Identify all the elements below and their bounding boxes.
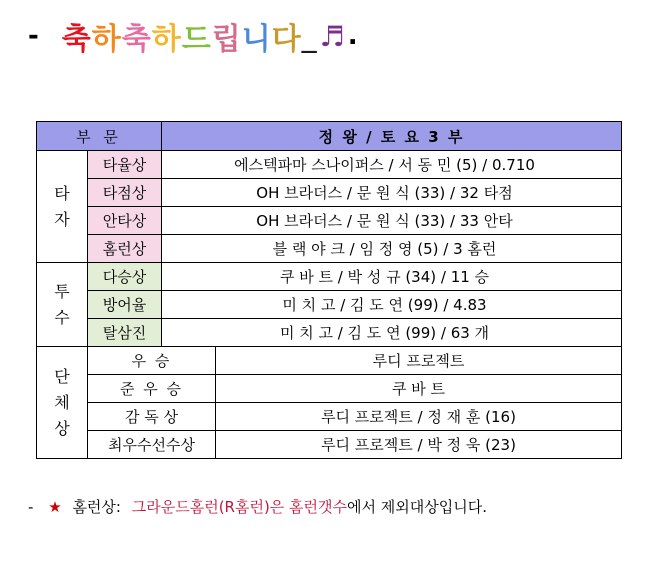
category-cell-label: 타 자 xyxy=(54,183,70,229)
table-row xyxy=(37,263,622,291)
table-row xyxy=(37,347,622,375)
headline-char: 니 xyxy=(241,22,272,57)
team-category-cell xyxy=(37,347,88,459)
team-award-name-cell: 감 독 상 xyxy=(88,403,216,431)
team-award-winner-cell: 루디 프로젝트 / 정 재 훈 (16) xyxy=(216,403,622,431)
table-row xyxy=(37,207,622,235)
award-winner-cell: 블 랙 야 크 / 임 정 영 (5) / 3 홈런 xyxy=(162,235,622,263)
team-award-winner-cell: 쿠 바 트 xyxy=(216,375,622,403)
headline-char: 축 xyxy=(121,22,152,57)
table-row xyxy=(37,431,622,459)
award-winner-cell: OH 브라더스 / 문 원 식 (33) / 32 타점 xyxy=(162,179,622,207)
headline-text xyxy=(62,14,302,58)
headline-char: 축 xyxy=(61,22,92,57)
music-note-icon: ♬ xyxy=(319,19,346,53)
footnote-label: 홈런상: xyxy=(72,498,121,516)
award-name-cell: 안타상 xyxy=(88,207,162,235)
header-category: 부 문 xyxy=(37,122,162,151)
award-name-cell: 타율상 xyxy=(88,151,162,179)
award-name-cell: 방어율 xyxy=(88,291,162,319)
table-row xyxy=(37,151,622,179)
headline-char: 다 xyxy=(271,22,302,57)
award-name-cell: 다승상 xyxy=(88,263,162,291)
table-row xyxy=(37,291,622,319)
headline-period: . xyxy=(347,21,359,51)
footnote-highlight: 그라운드홈런(R홈런)은 홈런갯수 xyxy=(131,498,348,516)
award-winner-cell: 에스텍파마 스나이퍼스 / 서 동 민 (5) / 0.710 xyxy=(162,151,622,179)
star-icon: ★ xyxy=(48,498,62,516)
table-row xyxy=(37,179,622,207)
headline-char: 하 xyxy=(151,22,182,57)
footnote-dash: - xyxy=(28,498,34,516)
award-winner-cell: 쿠 바 트 / 박 성 규 (34) / 11 승 xyxy=(162,263,622,291)
award-winner-cell: 미 치 고 / 김 도 연 (99) / 4.83 xyxy=(162,291,622,319)
table-row xyxy=(37,235,622,263)
team-award-name-cell: 우 승 xyxy=(88,347,216,375)
footnote xyxy=(28,496,487,517)
team-award-winner-cell: 루디 프로젝트 / 박 정 욱 (23) xyxy=(216,431,622,459)
header-league: 정 왕 / 토 요 3 부 xyxy=(162,122,622,151)
team-category-cell-label: 단 체 상 xyxy=(54,366,70,438)
award-name-cell: 탈삼진 xyxy=(88,319,162,347)
award-name-cell: 홈런상 xyxy=(88,235,162,263)
table-row xyxy=(37,403,622,431)
table-row xyxy=(37,319,622,347)
team-award-name-cell: 최우수선수상 xyxy=(88,431,216,459)
headline-char: 하 xyxy=(91,22,122,57)
headline-underscore: _ xyxy=(301,18,318,54)
award-winner-cell: OH 브라더스 / 문 원 식 (33) / 33 안타 xyxy=(162,207,622,235)
category-cell xyxy=(37,263,88,347)
award-name-cell: 타점상 xyxy=(88,179,162,207)
table-header-row xyxy=(37,122,622,151)
headline xyxy=(28,12,359,60)
footnote-rest: 에서 제외대상입니다. xyxy=(347,498,487,516)
headline-dash: - xyxy=(28,21,40,51)
awards-table xyxy=(36,121,622,459)
team-award-winner-cell: 루디 프로젝트 xyxy=(216,347,622,375)
headline-char: 립 xyxy=(211,22,242,57)
award-winner-cell: 미 치 고 / 김 도 연 (99) / 63 개 xyxy=(162,319,622,347)
category-cell-label: 투 수 xyxy=(54,281,70,327)
table-row xyxy=(37,375,622,403)
team-award-name-cell: 준 우 승 xyxy=(88,375,216,403)
category-cell xyxy=(37,151,88,263)
headline-char: 드 xyxy=(181,22,212,57)
